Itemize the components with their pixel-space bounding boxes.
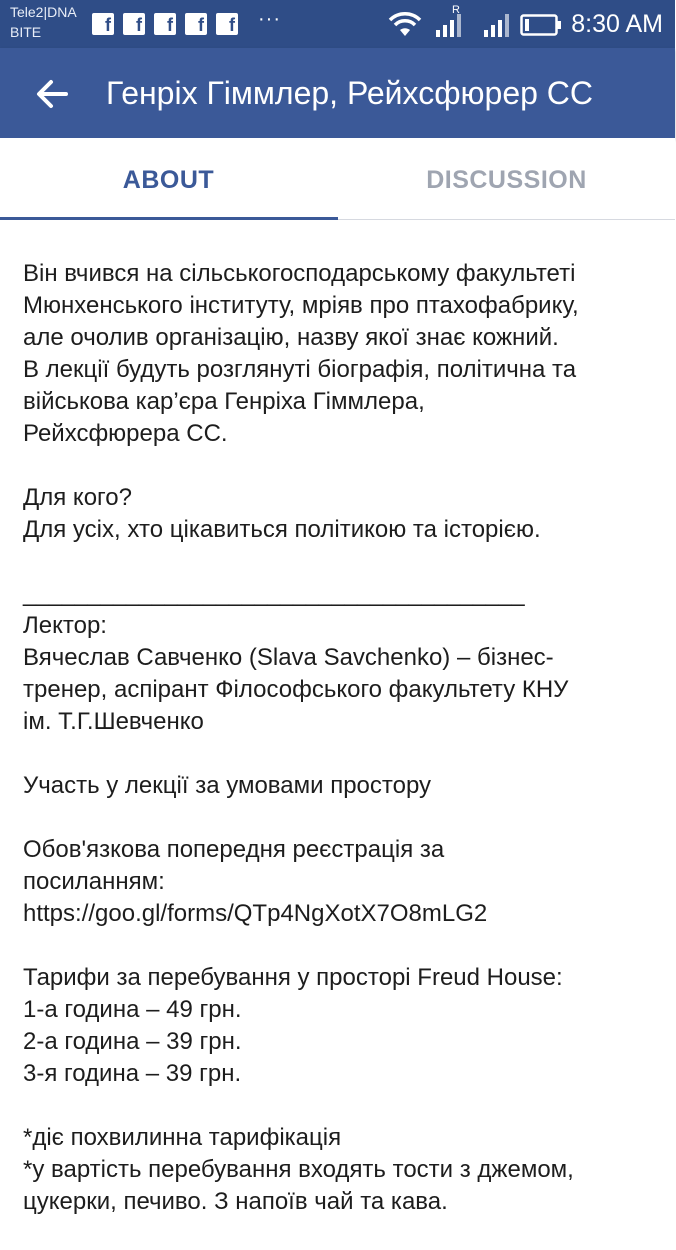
- event-description: Він вчився на сільськогосподарському факультеті Мюнхенського інституту, мріяв про птахофабрику, але очолив організацію, назву якої знає кожний. В лекції будуть розглянуті біографія, політична та військова кар’єра Генріха Гіммлера, Рейхсфюрера СС.: [23, 260, 579, 447]
- status-clock: 8:30 AM: [571, 10, 663, 38]
- tariff-info: Тарифи за перебування у просторі Freud House: 1-а година – 49 грн. 2-а година – 39 грн. 3-я година – 39 грн.: [23, 964, 563, 1087]
- roaming-indicator: R: [452, 4, 460, 16]
- participation-info: Участь у лекції за умовами простору: [23, 772, 432, 799]
- tab-about[interactable]: ABOUT: [122, 166, 215, 194]
- more-notifications-icon: ···: [258, 8, 281, 30]
- target-audience: Для кого? Для усіх, хто цікавиться політикою та історією.: [23, 484, 541, 543]
- facebook-icon: f: [154, 13, 176, 35]
- carrier-label: [10, 2, 77, 42]
- text-divider: _______________________________________: [23, 580, 525, 607]
- lecturer-info: Лектор: Вячеслав Савченко (Slava Savchenko) – бізнес- тренер, аспірант Філософського факультету КНУ ім. Т.Г.Шевченко: [23, 612, 569, 735]
- tab-bar: [0, 138, 675, 220]
- facebook-icon: f: [123, 13, 145, 35]
- back-button[interactable]: [30, 71, 76, 117]
- facebook-icon: f: [185, 13, 207, 35]
- app-bar: [0, 48, 675, 138]
- back-arrow-icon: [30, 71, 76, 117]
- facebook-icon: f: [92, 13, 114, 35]
- registration-info: [23, 834, 663, 930]
- notification-icons: [92, 13, 238, 35]
- registration-link[interactable]: https://goo.gl/forms/QTp4NgXotX7O8mLG2: [23, 900, 488, 927]
- carrier-name-2: BITE: [10, 24, 42, 40]
- signal-sim2-icon: [482, 12, 512, 38]
- page-title: Генріх Гіммлер, Рейхсфюрер СС: [106, 75, 594, 111]
- active-tab-indicator: [0, 217, 338, 220]
- about-content: [23, 258, 663, 1250]
- tariff-notes: *діє похвилинна тарифікація *у вартість перебування входять тости з джемом, цукерки, печиво. З напоїв чай та кава.: [23, 1124, 574, 1215]
- wifi-icon: [386, 10, 424, 38]
- registration-text: Обов'язкова попередня реєстрація за посиланням:: [23, 836, 445, 895]
- carrier-name-1: Tele2|DNA: [10, 4, 77, 20]
- status-bar: [0, 0, 675, 48]
- facebook-icon: f: [216, 13, 238, 35]
- tab-discussion[interactable]: DISCUSSION: [426, 166, 587, 194]
- battery-icon: [520, 14, 562, 36]
